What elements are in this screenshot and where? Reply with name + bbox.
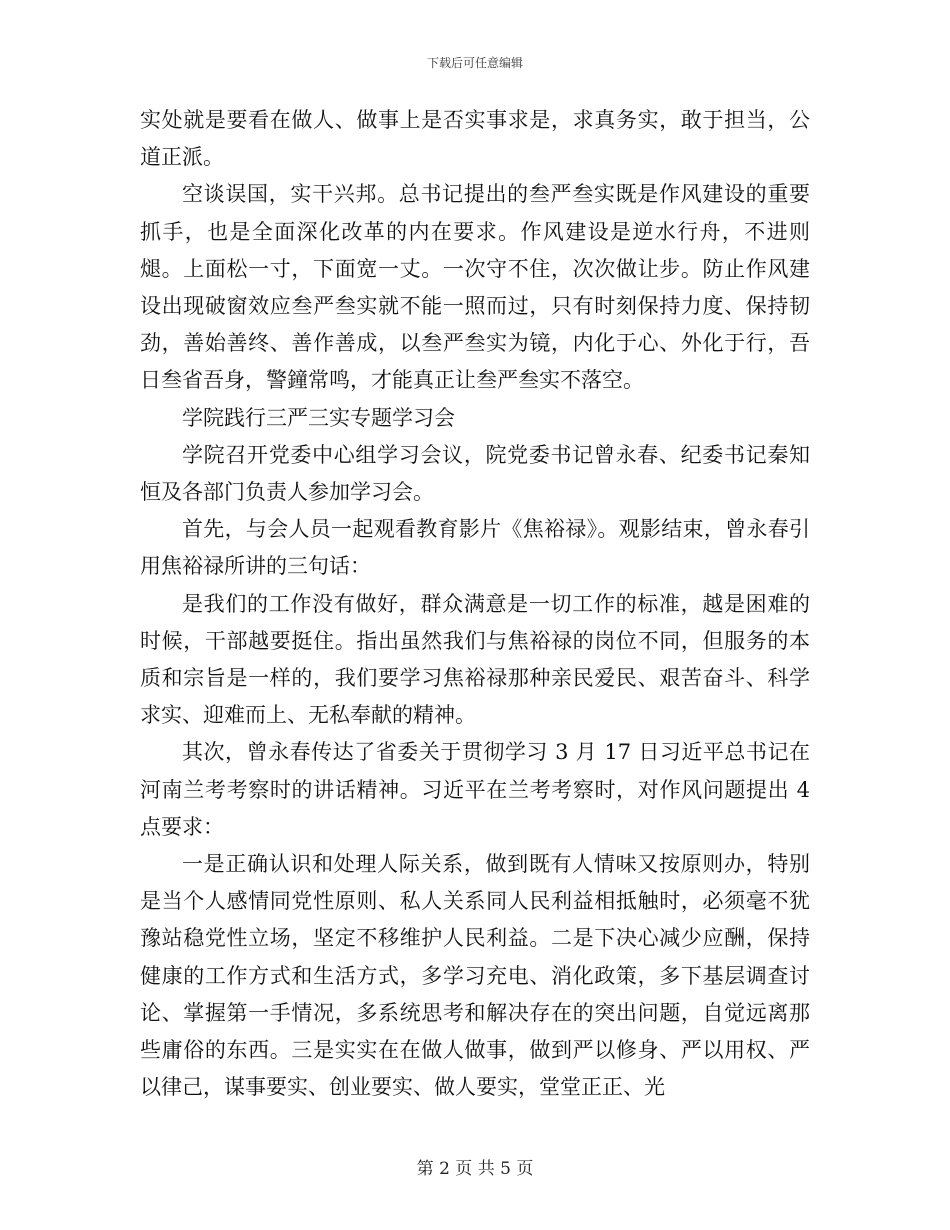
document-body (140, 102, 810, 1106)
paragraph-7: 一是正确认识和处理人际关系，做到既有人情味又按原则办，特别是当个人感情同党性原则、私人关系同人民利益相抵触时，必须毫不犹豫站稳党性立场，坚定不移维护人民利益。二是下决心减少应酬，保持健康的工作方式和生活方式，多学习充电、消化政策，多下基层调查讨论、掌握第一手情况，多系统思考和解决存在的突出问题，自觉远离那些庸俗的东西。三是实实在在做人做事，做到严以修身、严以用权、严以律己，谋事要实、创业要实、做人要实，堂堂正正、光 (140, 852, 810, 1100)
paragraph-5: 是我们的工作没有做好，群众满意是一切工作的标准，越是困难的时候，干部越要挺住。指出虽然我们与焦裕禄的岗位不同，但服务的本质和宗旨是一样的，我们要学习焦裕禄那种亲民爱民、艰苦奋斗、科学求实、迎难而上、无私奉献的精神。 (140, 591, 810, 728)
paragraph-3: 学院召开党委中心组学习会议，院党委书记曾永春、纪委书记秦知恒及各部门负责人参加学习会。 (140, 442, 810, 505)
paragraph-1: 实处就是要看在做人、做事上是否实事求是，求真务实，敢于担当，公道正派。 (140, 108, 810, 170)
paragraph-6: 其次，曾永春传达了省委关于贯彻学习 3 月 17 日习近平总书记在河南兰考考察时的讲话精神。习近平在兰考考察时，对作风问题提出 4 点要求： (140, 740, 810, 839)
paragraph-4: 首先，与会人员一起观看教育影片《焦裕禄》。观影结束，曾永春引用焦裕禄所讲的三句话： (140, 517, 810, 579)
paragraph-2: 空谈误国，实干兴邦。总书记提出的叁严叁实既是作风建设的重要抓手，也是全面深化改革的内在要求。作风建设是逆水行舟，不进则煺。上面松一寸，下面宽一丈。一次守不住，次次做让步。防止作风建设出现破窗效应叁严叁实就不能一照而过，只有时刻保持力度、保持韧劲，善始善终、善作善成，以叁严叁实为镜，内化于心、外化于行，吾日叁省吾身，警鐘常鸣，才能真正让叁严叁实不落空。 (140, 182, 810, 393)
page-footer: 第 2 页 共 5 页 (416, 1159, 534, 1179)
section-heading: 学院践行三严三实专题学习会 (182, 405, 455, 430)
page-header: 下载后可任意编辑 (426, 56, 523, 70)
